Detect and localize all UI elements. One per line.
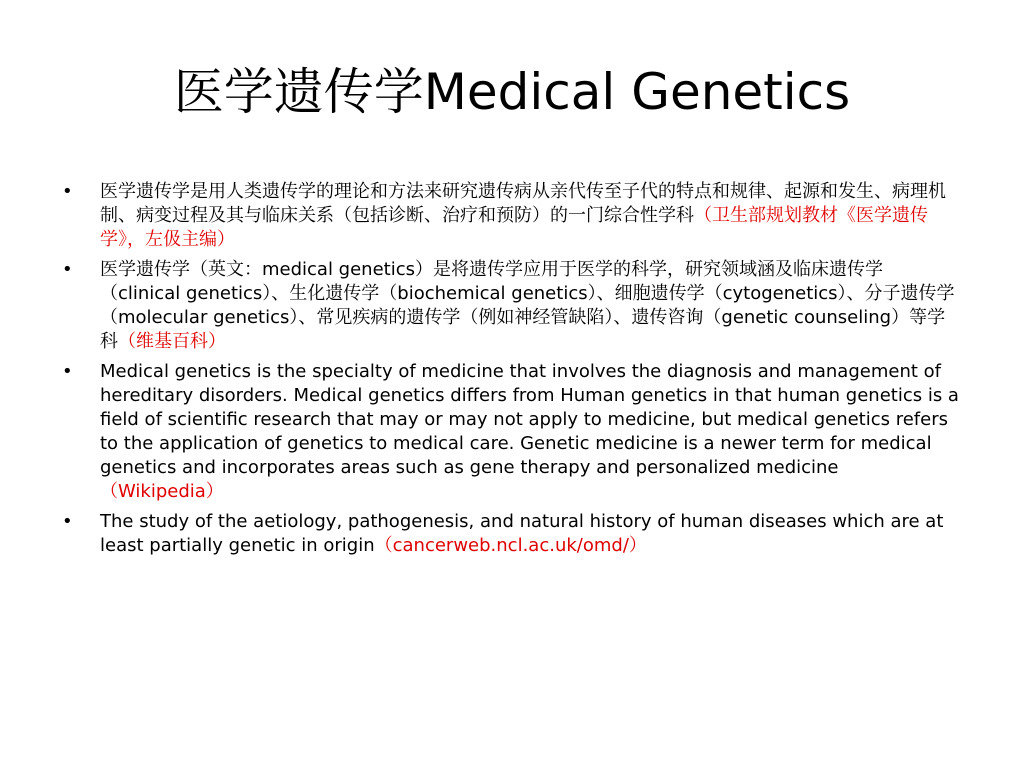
- bullet-list: [62, 180, 962, 564]
- bullet-text: The study of the aetiology, pathogenesis, and natural history of human diseases which are at least partially genetic in origin: [100, 511, 944, 556]
- bullet-source: （Wikipedia）: [100, 481, 224, 502]
- slide-title: [0, 52, 1024, 132]
- bullet-text: 医学遗传学（英文：medical genetics）是将遗传学应用于医学的科学，研究领域涵及临床遗传学（clinical genetics）、生化遗传学（biochemical genetics）、细胞遗传学（cytogenetics）、分子遗传学（molecular genetics）、常见疾病的遗传学（例如神经管缺陷）、遗传咨询（genetic counseling）等学科: [100, 259, 955, 352]
- slide-title-chinese: 医学遗传学: [173, 63, 424, 121]
- bullet-source: （卫生部规划教材《医学遗传学》，左伋主编）: [100, 205, 928, 250]
- bullet-text: Medical genetics is the specialty of medicine that involves the diagnosis and management of hereditary disorders. Medical genetics differs from Human genetics in that human genetics is a field of scientific research that may or may not apply to medicine, but medical genetics refers to the application of genetics to medical care. Genetic medicine is a newer term for medical genetics and incorporates areas such as gene therapy and personalized medicine: [100, 361, 959, 478]
- bullet-source: （维基百科）: [118, 331, 226, 352]
- bullet-item-definition-wiki-en: [62, 360, 962, 504]
- bullet-item-definition-cancerweb: [62, 510, 962, 558]
- bullet-source: （cancerweb.ncl.ac.uk/omd/）: [374, 535, 647, 556]
- bullet-item-definition-wiki-zh: [62, 258, 962, 354]
- bullet-text: 医学遗传学是用人类遗传学的理论和方法来研究遗传病从亲代传至子代的特点和规律、起源和发生、病理机制、病变过程及其与临床关系（包括诊断、治疗和预防）的一门综合性学科: [100, 181, 946, 226]
- bullet-marker: •: [62, 361, 73, 382]
- slide-title-english: Medical Genetics: [423, 63, 851, 121]
- bullet-marker: •: [62, 259, 73, 280]
- bullet-marker: •: [62, 511, 73, 532]
- bullet-item-definition-zh: [62, 180, 962, 252]
- bullet-marker: •: [62, 181, 73, 202]
